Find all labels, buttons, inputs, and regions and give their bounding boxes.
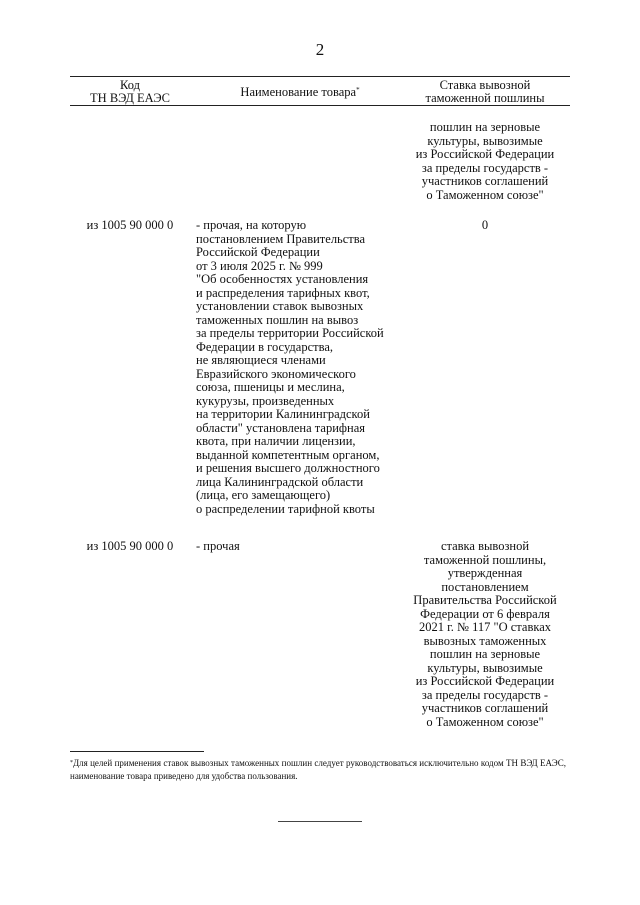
- row-2-name: [196, 540, 416, 554]
- name-line: "Об особенностях установления: [196, 272, 369, 286]
- name-line: области" установлена тарифная: [196, 420, 365, 435]
- name-line: не являющиеся членами: [196, 353, 326, 367]
- rate-line: культуры, вывозимые: [427, 133, 543, 148]
- rate-line: из Российской Федерации: [415, 147, 555, 161]
- table-top-rule: [70, 76, 570, 77]
- name-line: постановлением Правительства: [196, 231, 366, 246]
- footnote-text: Для целей применения ставок вывозных таможенных пошлин следует руководствоваться исключительно кодом ТН ВЭД ЕАЭС, наименование товара приведено для удобства пользования.: [70, 758, 566, 781]
- rate-line: пошлин на зерновые: [429, 120, 541, 134]
- row-2-code: из 1005 90 000 0: [86, 539, 174, 553]
- header-rate-cell: [405, 79, 565, 105]
- row-1-name: [196, 219, 416, 516]
- rate-line: утвержденная: [447, 566, 523, 580]
- header-name-label: Наименование товара: [240, 85, 357, 99]
- rate-line: ставка вывозной: [440, 539, 530, 553]
- page-number: 2: [315, 40, 325, 59]
- rate-line: Федерации от 6 февраля: [420, 606, 550, 621]
- name-line: и решения высшего должностного: [196, 461, 380, 475]
- rate-line: культуры, вывозимые: [427, 660, 543, 675]
- name-line: о распределении тарифной квоты: [196, 501, 375, 516]
- header-code-cell: [70, 79, 190, 105]
- name-line: установлении ставок вывозных: [196, 299, 364, 313]
- rate-line: таможенной пошлины,: [423, 552, 547, 567]
- name-line: за пределы территории Российской: [196, 326, 384, 340]
- name-line: и распределения тарифных квот,: [196, 285, 370, 300]
- rate-line: из Российской Федерации: [415, 674, 555, 688]
- header-rate-line: таможенной пошлины: [425, 91, 545, 105]
- header-code-line: Код: [120, 78, 140, 92]
- rate-line: пошлин на зерновые: [429, 647, 541, 661]
- table-header-rule: [70, 105, 570, 106]
- name-line: выданной компетентным органом,: [196, 447, 380, 462]
- rate-line: постановлением: [441, 579, 529, 594]
- rate-line: о Таможенном союзе": [426, 714, 544, 729]
- name-line: Федерации в государства,: [196, 339, 333, 354]
- row-0-rate: [405, 121, 565, 202]
- rate-line: 2021 г. № 117 "О ставках: [418, 620, 552, 634]
- footnote: [70, 757, 566, 783]
- rate-line: участников соглашений: [421, 701, 549, 715]
- name-line: от 3 июля 2025 г. № 999: [196, 258, 323, 273]
- header-rate-line: Ставка вывозной: [439, 78, 531, 92]
- name-line: - прочая, на которую: [196, 218, 307, 232]
- name-line: Российской Федерации: [196, 245, 320, 259]
- header-name-footnote-mark: *: [356, 86, 360, 94]
- header-name-cell: [200, 86, 400, 99]
- rate-line: о Таможенном союзе": [426, 187, 544, 202]
- row-1-rate: [405, 219, 565, 233]
- rate-line: 0: [481, 218, 489, 232]
- rate-line: Правительства Российской: [413, 593, 557, 607]
- name-line: на территории Калининградской: [196, 407, 370, 421]
- name-line: - прочая: [196, 539, 240, 553]
- rate-line: за пределы государств -: [421, 160, 549, 175]
- name-line: таможенных пошлин на вывоз: [196, 312, 359, 327]
- rate-line: вывозных таможенных: [423, 633, 547, 648]
- name-line: (лица, его замещающего): [196, 488, 331, 502]
- name-line: Евразийского экономического: [196, 366, 356, 381]
- name-line: кукурузы, произведенных: [196, 393, 335, 408]
- footnote-rule: [70, 751, 204, 752]
- footnote-mark: *: [70, 760, 73, 766]
- name-line: лица Калининградской области: [196, 474, 364, 489]
- name-line: квота, при наличии лицензии,: [196, 434, 356, 448]
- header-code-line: ТН ВЭД ЕАЭС: [90, 91, 170, 105]
- name-line: союза, пшеницы и меслина,: [196, 380, 345, 394]
- rate-line: участников соглашений: [421, 174, 549, 188]
- row-1-code: из 1005 90 000 0: [86, 218, 174, 232]
- row-2-rate: [405, 540, 565, 729]
- page-end-rule: [278, 821, 362, 822]
- rate-line: за пределы государств -: [421, 687, 549, 702]
